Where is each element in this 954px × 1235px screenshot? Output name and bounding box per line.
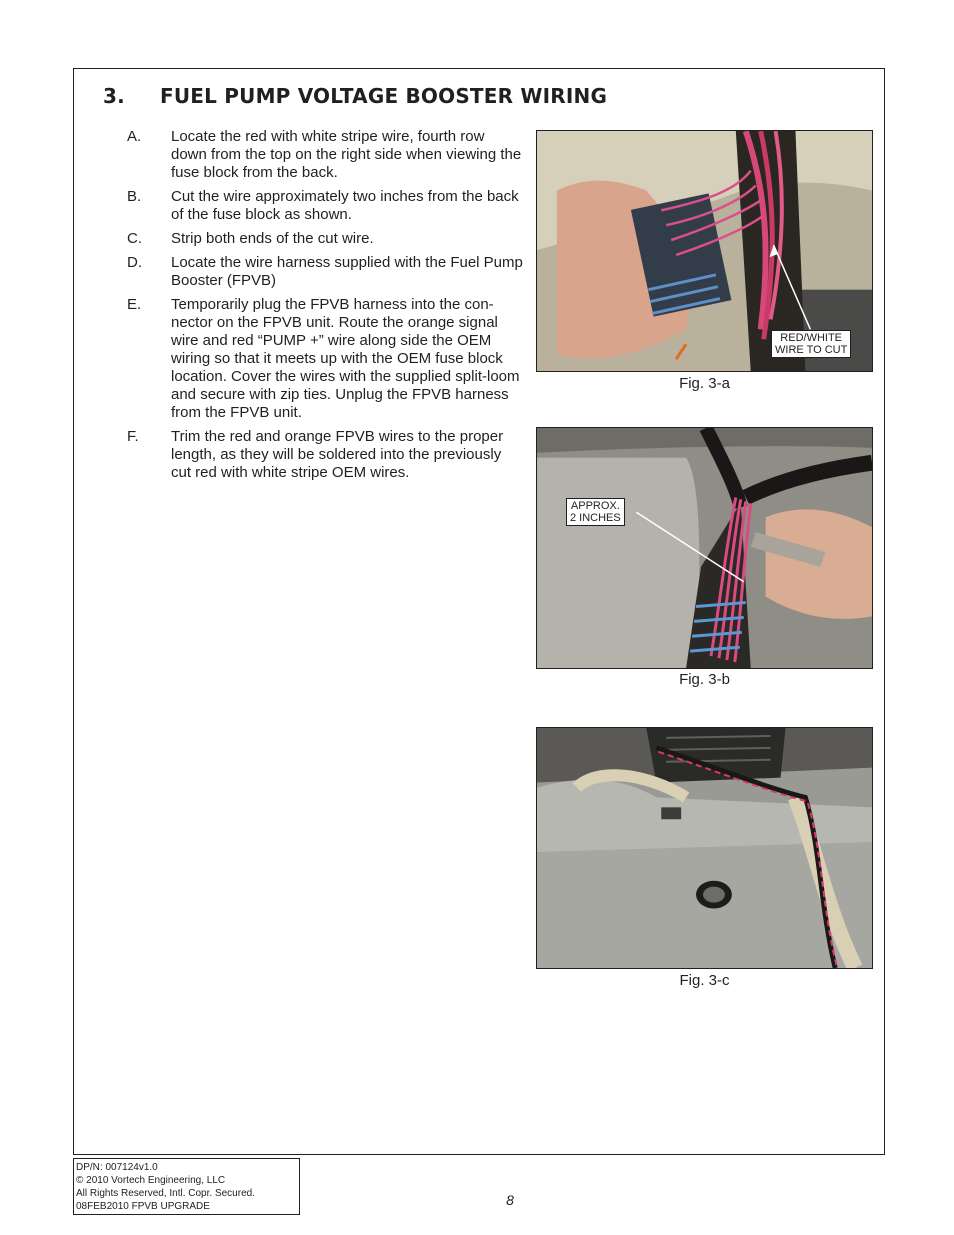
callout-red-white-wire — [771, 330, 851, 358]
callout-line: 2 INCHES — [570, 512, 621, 524]
callout-line: WIRE TO CUT — [775, 344, 848, 356]
step-a — [127, 128, 523, 182]
step-e — [127, 296, 523, 422]
step-letter: C. — [127, 230, 142, 247]
step-text: Cut the wire approximately two inches from the back of the fuse block as shown. — [171, 188, 519, 223]
step-letter: D. — [127, 254, 142, 271]
step-text: Trim the red and orange FPVB wires to the proper length, as they will be soldered into the previously cut red with white stripe OEM wires. — [171, 428, 504, 481]
step-c — [127, 230, 523, 248]
step-letter: F. — [127, 428, 139, 445]
step-text: Strip both ends of the cut wire. — [171, 230, 374, 247]
step-text: Temporarily plug the FPVB harness into the con-nector on the FPVB unit. Route the orange signal wire and red “PUMP +” wire along side the OEM wiring so that it meets up with the OEM fuse block location. Cover the wires with the supplied split-loom and secure with zip ties. Unplug the FPVB harness from the FPVB unit. — [171, 296, 520, 421]
step-letter: B. — [127, 188, 142, 205]
step-letter: A. — [127, 128, 142, 145]
figure-caption: Fig. 3-c — [679, 972, 730, 989]
footer-revision: 08FEB2010 FPVB UPGRADE — [76, 1201, 210, 1212]
step-b — [127, 188, 523, 224]
page-number: 8 — [506, 1192, 514, 1208]
step-f — [127, 428, 523, 482]
section-title — [103, 84, 607, 108]
section-title-text: FUEL PUMP VOLTAGE BOOSTER WIRING — [160, 84, 608, 108]
callout-line: APPROX. — [570, 500, 620, 512]
figure-caption: Fig. 3-b — [679, 671, 730, 688]
section-number: 3. — [103, 84, 125, 108]
step-text: Locate the red with white stripe wire, fourth row down from the top on the right side when viewing the fuse block from the back. — [171, 128, 522, 181]
document-info-box — [73, 1158, 300, 1215]
footer-copyright: © 2010 Vortech Engineering, LLC — [76, 1175, 226, 1186]
footer-rights: All Rights Reserved, Intl. Copr. Secured. — [76, 1188, 255, 1199]
instruction-steps — [127, 128, 523, 488]
step-letter: E. — [127, 296, 142, 313]
callout-line: RED/WHITE — [780, 332, 843, 344]
footer-part-number: DP/N: 007124v1.0 — [76, 1162, 158, 1173]
figure-3c-photo — [536, 727, 873, 969]
figure-3b-photo — [536, 427, 873, 669]
callout-approx-2-inches — [566, 498, 625, 526]
step-d — [127, 254, 523, 290]
figure-caption: Fig. 3-a — [679, 375, 730, 392]
step-text: Locate the wire harness supplied with the Fuel Pump Booster (FPVB) — [171, 254, 523, 289]
